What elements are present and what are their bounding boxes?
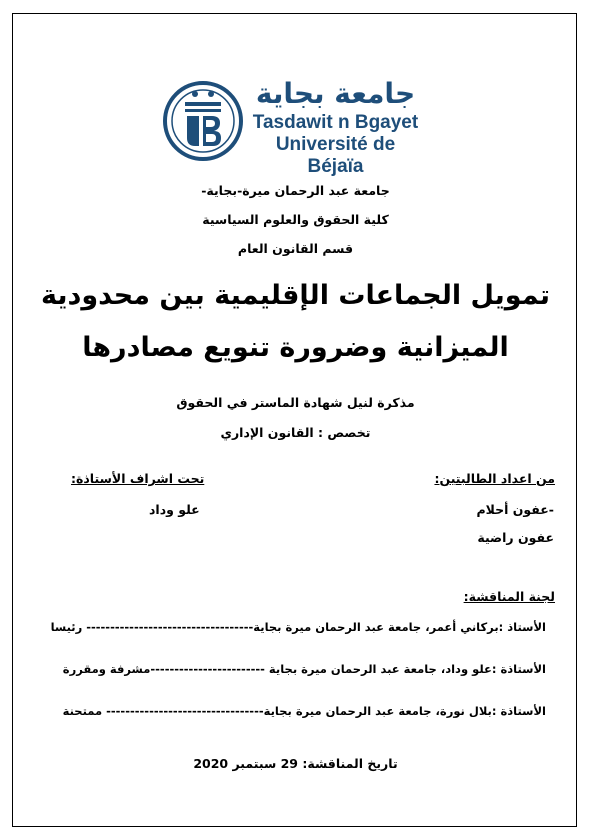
defense-date: تاريخ المناقشة: 29 سبتمبر 2020 xyxy=(193,756,398,771)
specialty-statement: تخصص : القانون الإداري xyxy=(220,425,371,440)
thesis-title-line-1: تمويل الجماعات الإقليمية بين محدودية xyxy=(41,280,550,311)
students-heading: من اعداد الطالبتين: xyxy=(434,471,555,486)
supervisor-name: علو وداد xyxy=(149,502,200,517)
document-page xyxy=(12,13,577,827)
committee-member-president: الأستاذ :بركاني أعمر، جامعة عبد الرحمان ميرة بجاية----------------------------------- رئيسا xyxy=(50,620,546,634)
committee-member-supervisor: الأستاذة :علو وداد، جامعة عبد الرحمان ميرة بجاية ------------------------مشرفة ومقررة xyxy=(62,662,546,676)
supervisor-heading: تحت اشراف الأستاذة: xyxy=(71,471,205,486)
university-logo xyxy=(163,76,423,177)
student-name-1: -عفون أحلام xyxy=(476,502,554,517)
university-name: جامعة عبد الرحمان ميرة-بجاية- xyxy=(201,183,390,198)
degree-statement: مذكرة لنيل شهادة الماستر في الحقوق xyxy=(176,395,415,410)
committee-heading: لجنة المناقشة: xyxy=(463,589,555,604)
thesis-title-line-2: الميزانية وضرورة تنويع مصادرها xyxy=(82,332,509,363)
student-name-2: عفون راضية xyxy=(477,530,554,545)
committee-member-examiner: الأستاذة :بلال نورة، جامعة عبد الرحمان ميرة بجاية--------------------------------- ممتحنة xyxy=(62,704,546,718)
logo-tamazight-name: Tasdawit n Bgayet xyxy=(252,112,419,133)
university-emblem-icon xyxy=(163,76,243,166)
logo-french-name: Université de Béjaïa xyxy=(275,134,396,177)
logo-arabic-name: جامعة بجاية xyxy=(255,77,416,110)
faculty-name: كلية الحقوق والعلوم السياسية xyxy=(202,212,389,227)
department-name: قسم القانون العام xyxy=(237,241,354,256)
